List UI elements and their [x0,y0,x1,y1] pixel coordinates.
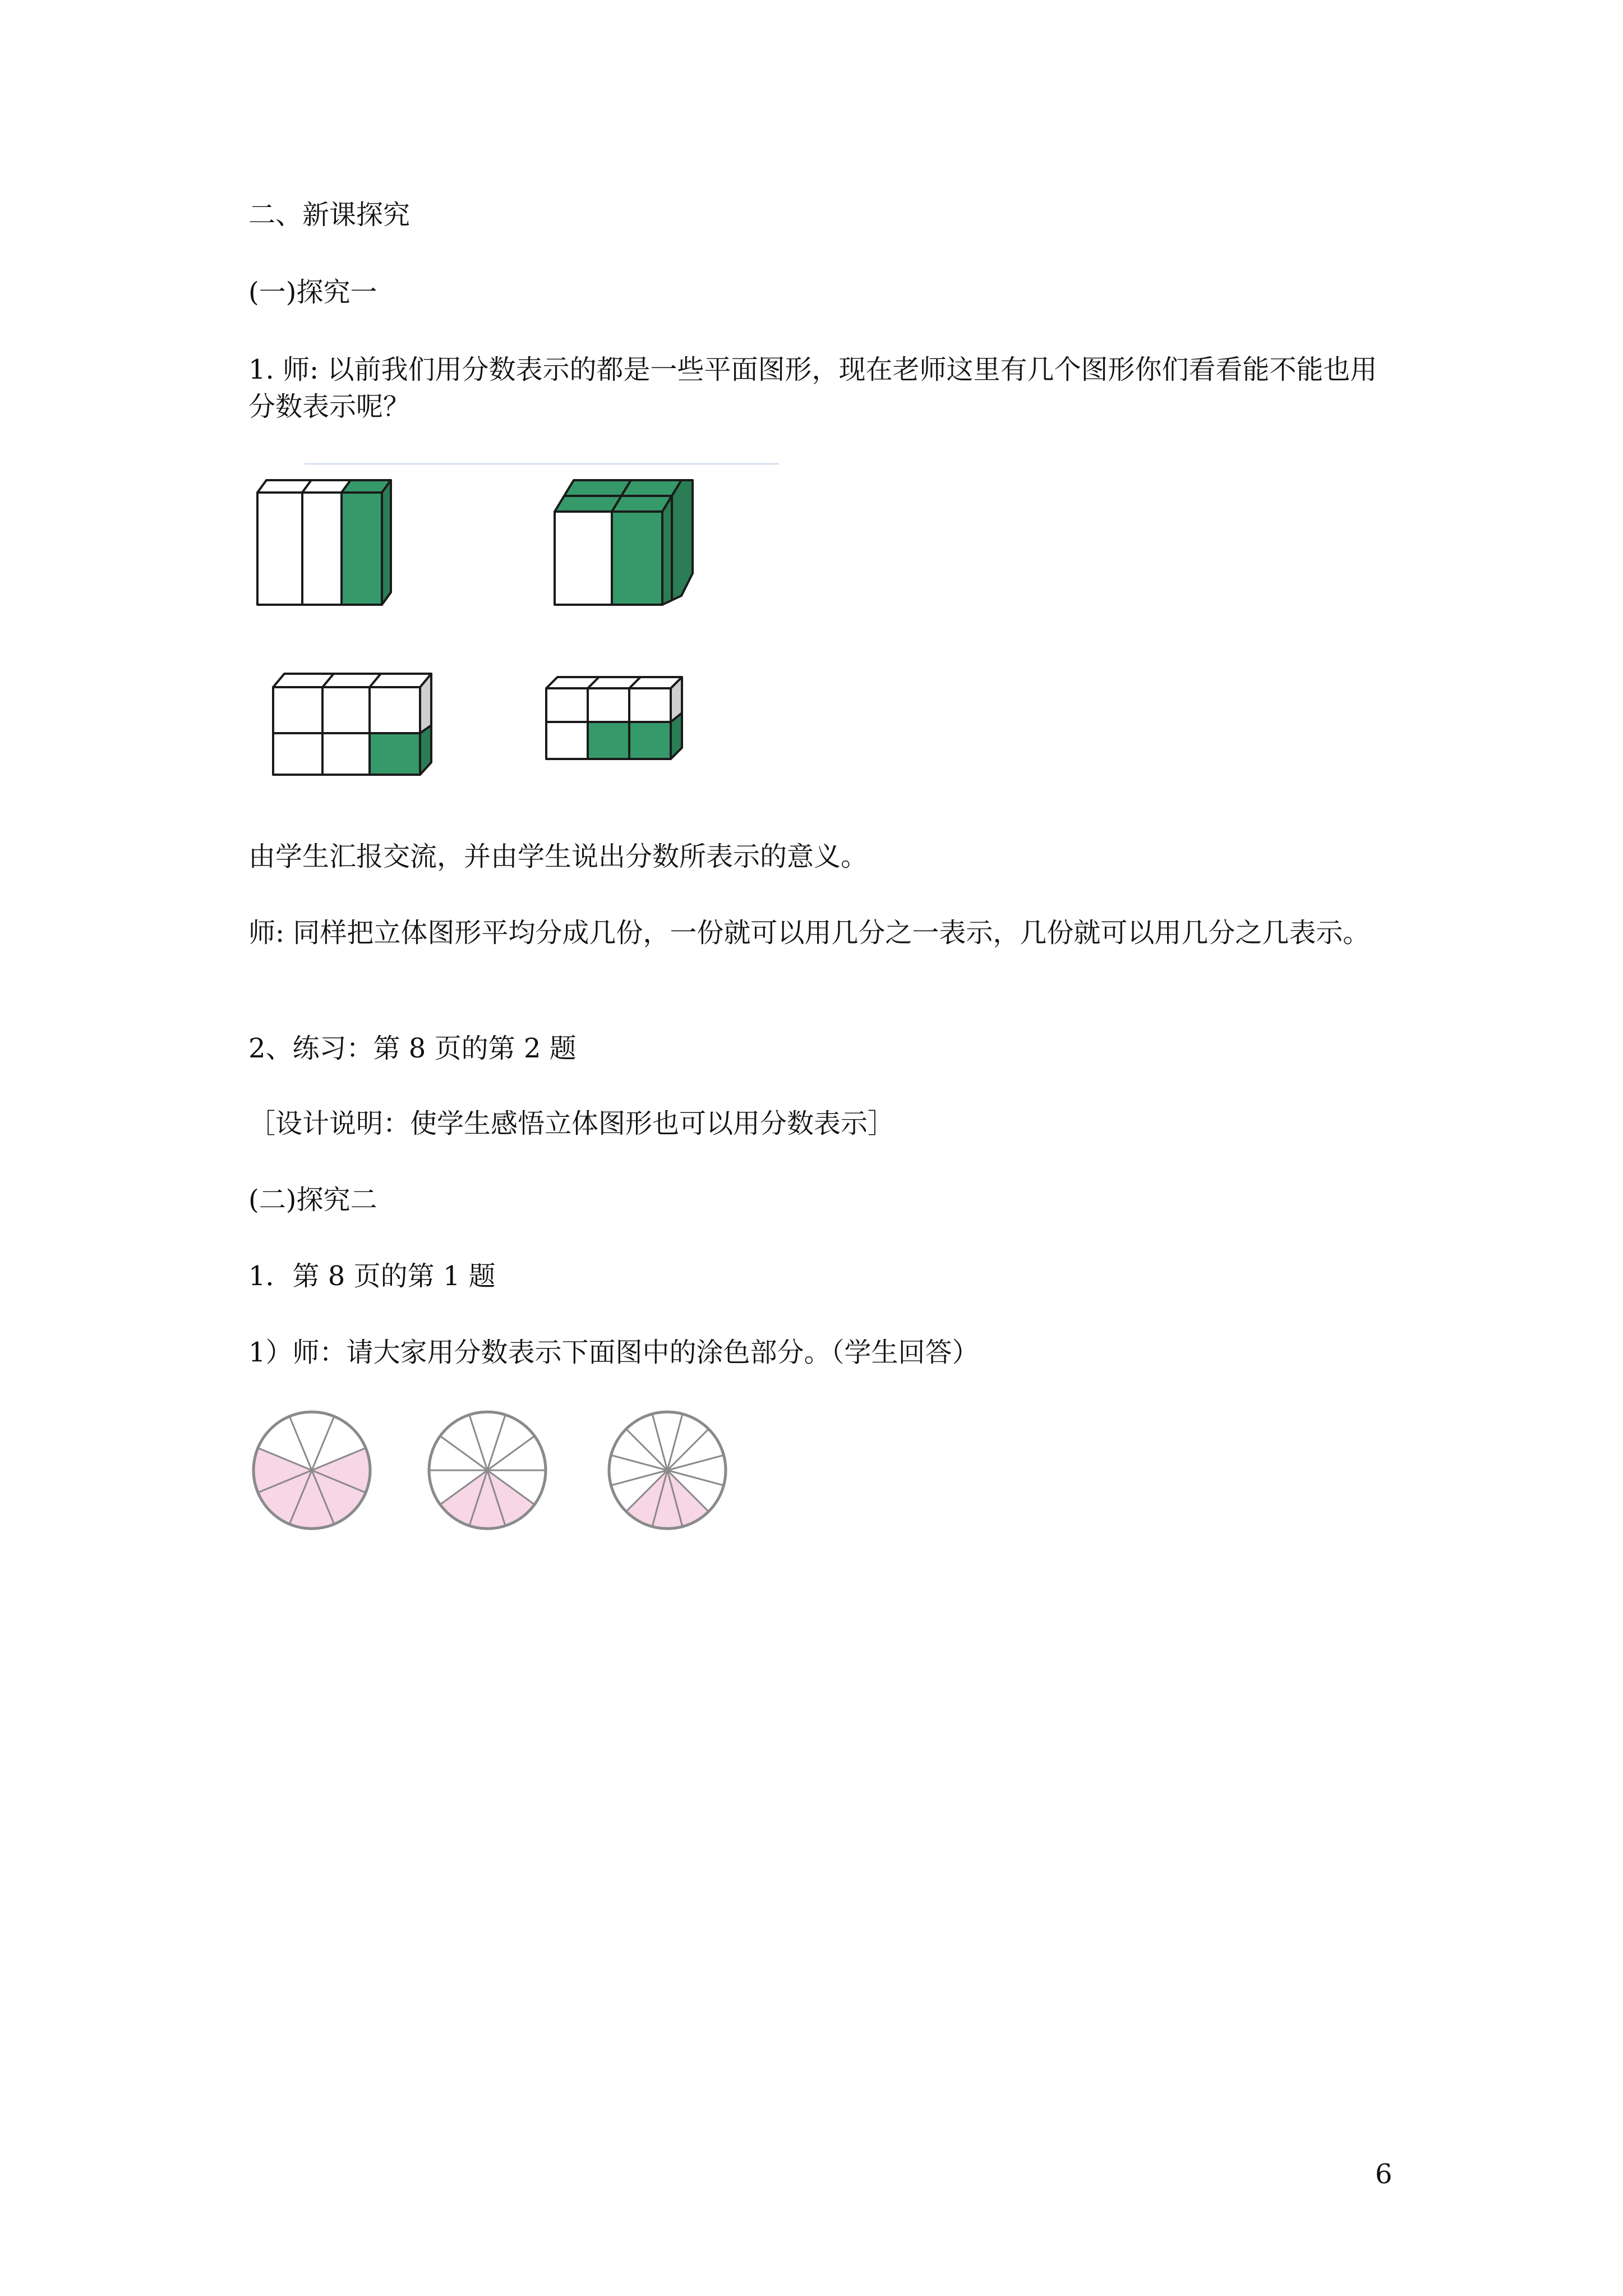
cube-figure-2 [552,478,698,608]
cube-figure-3 [271,671,439,777]
practice-text: 2、练习：第 8 页的第 2 题 [248,1033,577,1064]
explore2-question: 1．第 8 页的第 1 题 [248,1260,496,1292]
cube-figure-1 [255,478,404,608]
circle-figure-2 [424,1407,551,1534]
page-number: 6 [1375,2159,1393,2190]
figure-rule [305,463,779,464]
explore2-heading: (二)探究二 [248,1184,377,1216]
explore1-question: 1. 师: 以前我们用分数表示的都是一些平面图形，现在老师这里有几个图形你们看看能不能也用分数表示呢？ [248,354,1377,422]
circle-figure-3 [604,1407,731,1534]
teacher-note: 师: 同样把立体图形平均分成几份，一份就可以用几分之一表示，几份就可以用几分之几表示。 [248,917,1370,949]
sector-divider [487,1415,505,1470]
design-note: ［设计说明：使学生感悟立体图形也可以用分数表示］ [248,1108,895,1139]
explore2-subquestion: 1）师：请大家用分数表示下面图中的涂色部分。（学生回答） [248,1337,979,1368]
explore1-heading: (一)探究一 [248,277,377,308]
sector-divider [440,1436,487,1470]
report-text: 由学生汇报交流，并由学生说出分数所表示的意义。 [248,841,868,872]
sector-divider [469,1415,487,1470]
circle-figure-1 [248,1407,375,1534]
cube-figure-4 [544,675,688,762]
section-title: 二、新课探究 [248,199,411,231]
sector-divider [487,1436,534,1470]
